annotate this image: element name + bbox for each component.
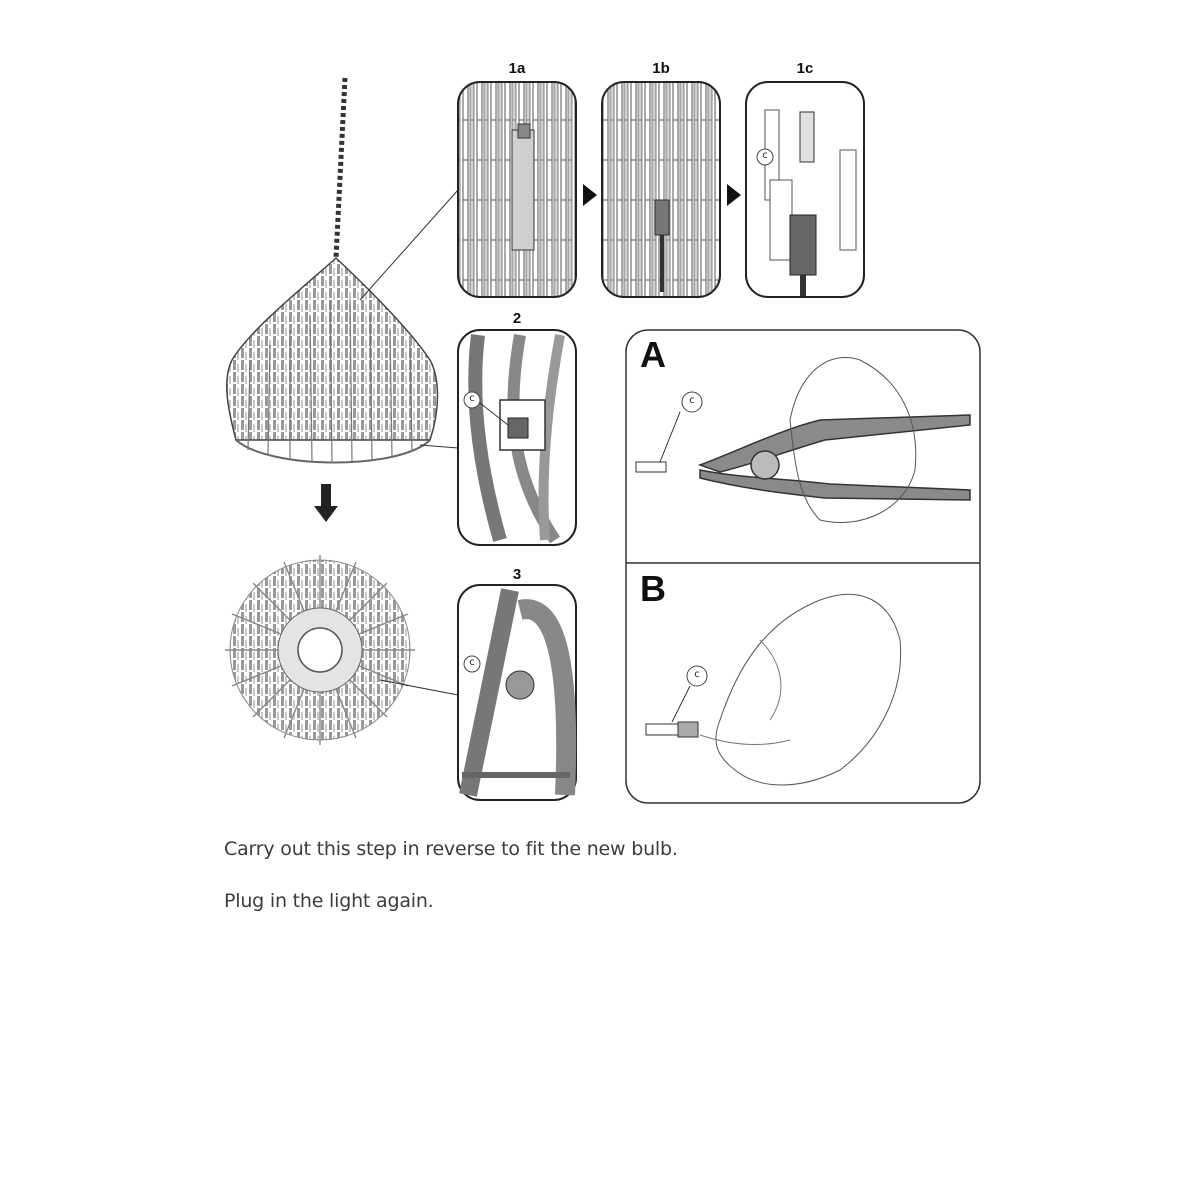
instruction-step-1: Carry out this step in reverse to fit the new bulb. <box>224 838 678 860</box>
panel-1a <box>458 82 576 297</box>
instructions <box>224 838 1024 942</box>
detail-label-b: B <box>640 568 666 609</box>
panel-label-2: 2 <box>512 310 522 327</box>
bottom-view-illustration <box>225 555 458 745</box>
panel-label-1b: 1b <box>652 60 670 77</box>
panel-1b <box>602 82 720 297</box>
panel-label-3: 3 <box>512 566 522 583</box>
callout-c: c <box>469 657 475 668</box>
instruction-step-2: Plug in the light again. <box>224 890 434 912</box>
panel-1c <box>746 82 864 297</box>
callout-c: c <box>469 393 475 404</box>
panel-2 <box>458 330 576 545</box>
arrow-right-icon <box>583 184 597 206</box>
callout-c: c <box>689 395 695 406</box>
callout-c: c <box>694 669 700 680</box>
chandelier-illustration <box>227 78 458 463</box>
panel-label-1a: 1a <box>508 60 526 77</box>
arrow-right-icon <box>727 184 741 206</box>
panel-3 <box>458 585 576 800</box>
down-arrow-icon <box>314 484 338 522</box>
detail-label-a: A <box>640 334 666 375</box>
callout-c: c <box>762 150 768 161</box>
panel-label-1c: 1c <box>796 60 814 77</box>
